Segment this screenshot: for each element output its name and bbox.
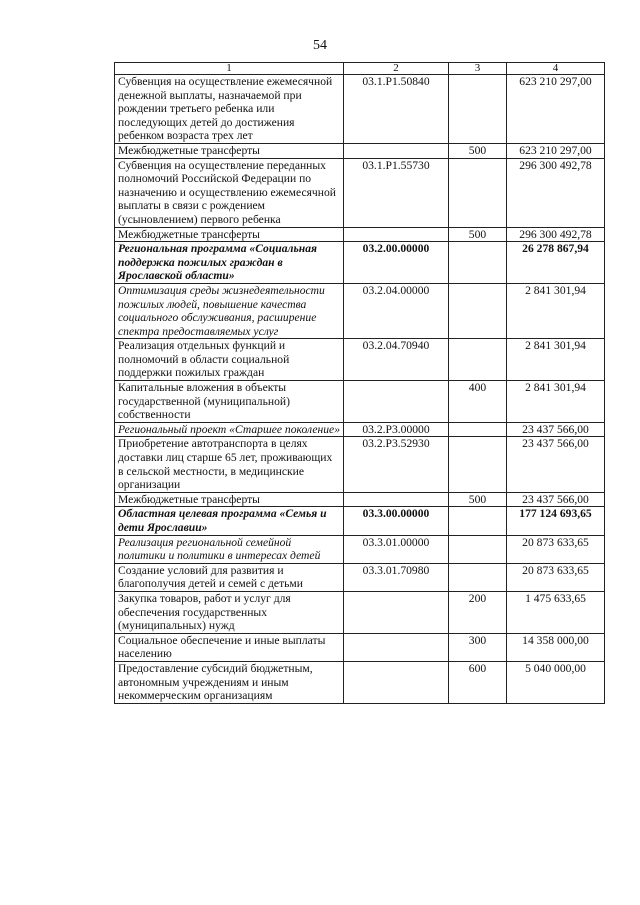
row-amount-cell: 623 210 297,00	[507, 143, 605, 158]
row-type-cell: 500	[449, 143, 507, 158]
row-code-cell	[344, 227, 449, 242]
row-code-cell	[344, 633, 449, 661]
row-name-cell: Приобретение автотранспорта в целях доставки лиц старше 65 лет, проживающих в сельской местности, в медицинские организации	[115, 437, 344, 492]
row-type-cell	[449, 242, 507, 284]
row-code-cell	[344, 143, 449, 158]
row-code-cell: 03.3.00.00000	[344, 507, 449, 535]
row-type-cell: 400	[449, 381, 507, 423]
row-code-cell: 03.2.00.00000	[344, 242, 449, 284]
row-code-cell	[344, 661, 449, 703]
row-name-cell: Субвенция на осуществление переданных полномочий Российской Федерации по назначению и осуществлению ежемесячной выплаты в связи с рождением (усыновлением) первого ребенка	[115, 158, 344, 227]
row-name-cell: Закупка товаров, работ и услуг для обеспечения государственных (муниципальных) нужд	[115, 591, 344, 633]
row-name-cell: Межбюджетные трансферты	[115, 492, 344, 507]
row-name-cell: Субвенция на осуществление ежемесячной денежной выплаты, назначаемой при рождении третьего ребенка или последующих детей до достижения ребенком возраста трех лет	[115, 75, 344, 144]
row-code-cell	[344, 492, 449, 507]
row-amount-cell: 20 873 633,65	[507, 535, 605, 563]
row-type-cell	[449, 339, 507, 381]
row-code-cell	[344, 591, 449, 633]
row-amount-cell: 14 358 000,00	[507, 633, 605, 661]
row-amount-cell: 623 210 297,00	[507, 75, 605, 144]
row-type-cell: 300	[449, 633, 507, 661]
row-amount-cell: 2 841 301,94	[507, 381, 605, 423]
row-name-cell: Региональная программа «Социальная поддержка пожилых граждан в Ярославской области»	[115, 242, 344, 284]
row-name-cell: Областная целевая программа «Семья и дети Ярославии»	[115, 507, 344, 535]
row-type-cell: 200	[449, 591, 507, 633]
row-type-cell	[449, 437, 507, 492]
row-name-cell: Межбюджетные трансферты	[115, 227, 344, 242]
row-code-cell: 03.1.P1.50840	[344, 75, 449, 144]
row-type-cell	[449, 422, 507, 437]
row-name-cell: Оптимизация среды жизнедеятельности пожилых людей, повышение качества социального обслуживания, расширение спектра предоставляемых услуг	[115, 283, 344, 338]
row-name-cell: Региональный проект «Старшее поколение»	[115, 422, 344, 437]
row-name-cell: Создание условий для развития и благополучия детей и семей с детьми	[115, 563, 344, 591]
page-number: 54	[313, 38, 327, 53]
table-row	[115, 492, 605, 507]
row-type-cell	[449, 507, 507, 535]
column-header-1: 1	[115, 63, 344, 75]
row-amount-cell: 23 437 566,00	[507, 422, 605, 437]
table-row	[115, 242, 605, 284]
row-code-cell: 03.1.P1.55730	[344, 158, 449, 227]
row-code-cell: 03.3.01.70980	[344, 563, 449, 591]
row-code-cell	[344, 381, 449, 423]
table-header-row	[115, 63, 605, 75]
row-code-cell: 03.2.P3.00000	[344, 422, 449, 437]
column-header-2: 2	[344, 63, 449, 75]
row-amount-cell: 2 841 301,94	[507, 339, 605, 381]
row-code-cell: 03.2.P3.52930	[344, 437, 449, 492]
row-name-cell: Предоставление субсидий бюджетным, автономным учреждениям и иным некоммерческим организациям	[115, 661, 344, 703]
row-type-cell: 500	[449, 227, 507, 242]
row-amount-cell: 296 300 492,78	[507, 158, 605, 227]
row-amount-cell: 5 040 000,00	[507, 661, 605, 703]
table-row	[115, 437, 605, 492]
row-amount-cell: 1 475 633,65	[507, 591, 605, 633]
row-amount-cell: 177 124 693,65	[507, 507, 605, 535]
row-type-cell	[449, 283, 507, 338]
row-name-cell: Капитальные вложения в объекты государственной (муниципальной) собственности	[115, 381, 344, 423]
budget-table	[114, 62, 605, 704]
table-row	[115, 339, 605, 381]
row-name-cell: Социальное обеспечение и иные выплаты населению	[115, 633, 344, 661]
table-row	[115, 661, 605, 703]
column-header-4: 4	[507, 63, 605, 75]
row-name-cell: Реализация отдельных функций и полномочий в области социальной поддержки пожилых граждан	[115, 339, 344, 381]
row-type-cell	[449, 563, 507, 591]
table-row	[115, 381, 605, 423]
table-row	[115, 422, 605, 437]
row-type-cell	[449, 535, 507, 563]
table-row	[115, 591, 605, 633]
row-amount-cell: 296 300 492,78	[507, 227, 605, 242]
row-type-cell	[449, 158, 507, 227]
row-code-cell: 03.2.04.00000	[344, 283, 449, 338]
table-row	[115, 283, 605, 338]
row-amount-cell: 26 278 867,94	[507, 242, 605, 284]
column-header-3: 3	[449, 63, 507, 75]
table-row	[115, 227, 605, 242]
row-name-cell: Реализация региональной семейной политики и политики в интересах детей	[115, 535, 344, 563]
table-row	[115, 563, 605, 591]
row-type-cell: 500	[449, 492, 507, 507]
row-type-cell: 600	[449, 661, 507, 703]
table-row	[115, 507, 605, 535]
row-name-cell: Межбюджетные трансферты	[115, 143, 344, 158]
table-row	[115, 535, 605, 563]
table-row	[115, 143, 605, 158]
table-row	[115, 75, 605, 144]
row-amount-cell: 23 437 566,00	[507, 437, 605, 492]
row-code-cell: 03.2.04.70940	[344, 339, 449, 381]
row-code-cell: 03.3.01.00000	[344, 535, 449, 563]
table-row	[115, 158, 605, 227]
table-row	[115, 633, 605, 661]
row-amount-cell: 2 841 301,94	[507, 283, 605, 338]
row-type-cell	[449, 75, 507, 144]
row-amount-cell: 23 437 566,00	[507, 492, 605, 507]
row-amount-cell: 20 873 633,65	[507, 563, 605, 591]
